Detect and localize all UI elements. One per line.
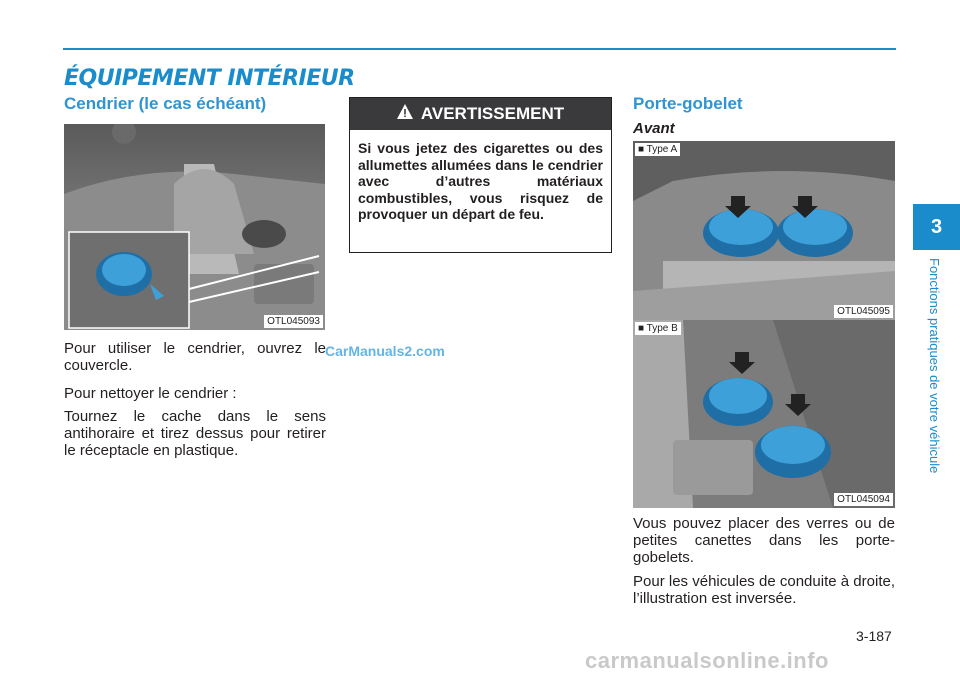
section-title: ÉQUIPEMENT INTÉRIEUR (64, 66, 355, 91)
page-number: 3-187 (856, 628, 892, 644)
figure-type-label: ■ Type B (635, 322, 681, 335)
figure-code: OTL045095 (834, 305, 893, 318)
warning-triangle-icon (397, 104, 413, 124)
chapter-title: Fonctions pratiques de votre véhicule (927, 258, 942, 474)
ashtray-paragraph-3: Tournez le cache dans le sens antihoraire et tirez dessus pour retirer le réceptacle en plastique. (64, 408, 326, 459)
cupholder-text (633, 515, 895, 618)
cupholder-figure-type-a (633, 141, 895, 320)
figure-code: OTL045093 (264, 315, 323, 328)
ashtray-text (64, 340, 326, 470)
ashtray-figure (64, 124, 325, 330)
figure-code: OTL045094 (834, 493, 893, 506)
ashtray-heading: Cendrier (le cas échéant) (64, 94, 267, 113)
warning-text: Si vous jetez des cigarettes ou des allumettes allumées dans le cendrier avec d’autres matériaux combustibles, vous risquez de provoquer un départ de feu. (358, 140, 603, 222)
ashtray-paragraph-1: Pour utiliser le cendrier, ouvrez le couvercle. (64, 340, 326, 374)
cupholder-paragraph-1: Vous pouvez placer des verres ou de petites canettes dans les porte-gobelets. (633, 515, 895, 566)
watermark-bottom: carmanualsonline.info (585, 648, 829, 673)
header-rule (63, 48, 896, 50)
chapter-tab: 3 (913, 204, 960, 250)
cupholder-paragraph-2: Pour les véhicules de conduite à droite, l’illustration est inversée. (633, 573, 895, 607)
cupholder-subheading: Avant (633, 120, 675, 137)
watermark-overlay: CarManuals2.com (325, 343, 445, 359)
cupholder-heading: Porte-gobelet (633, 94, 743, 113)
figure-type-label: ■ Type A (635, 143, 680, 156)
cupholder-figure-type-b (633, 320, 895, 508)
ashtray-paragraph-2: Pour nettoyer le cendrier : (64, 385, 237, 402)
cupholder-b-illustration (633, 320, 895, 508)
warning-header (350, 98, 611, 130)
warning-title: AVERTISSEMENT (420, 104, 565, 123)
warning-box (349, 97, 612, 253)
ashtray-illustration (64, 124, 325, 330)
chapter-title-vertical (922, 258, 942, 508)
cupholder-a-illustration (633, 141, 895, 320)
